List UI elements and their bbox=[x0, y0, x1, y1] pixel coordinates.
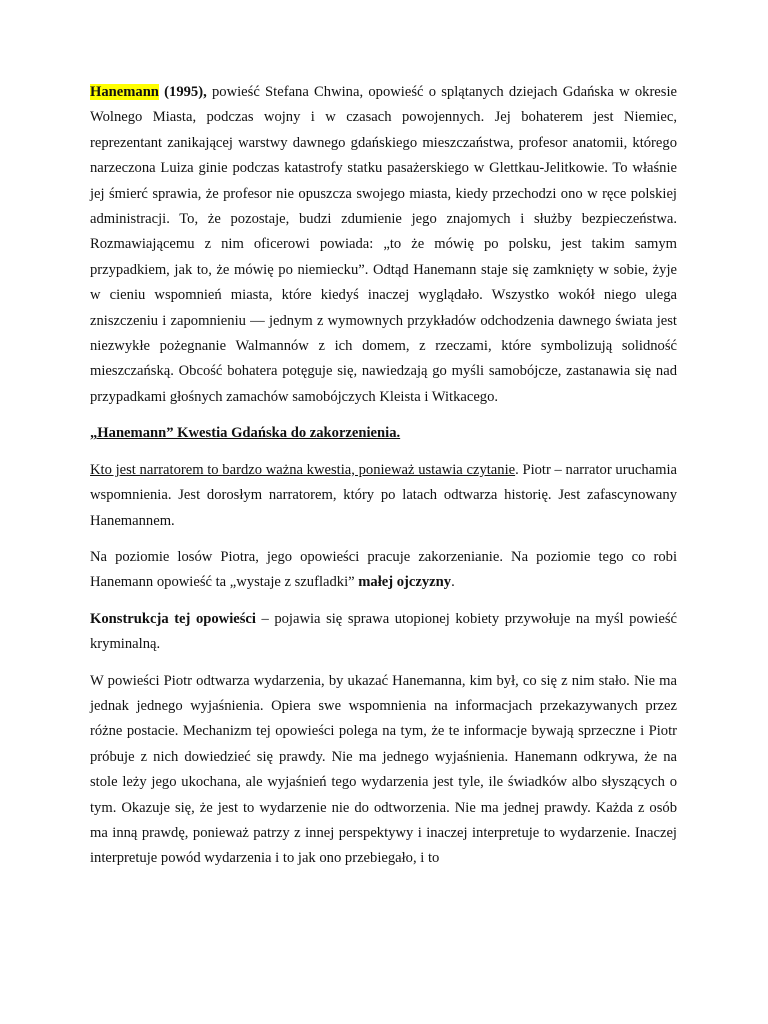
paragraph-construction bbox=[90, 607, 677, 658]
title-highlight: Hanemann bbox=[90, 84, 159, 100]
rooting-text: Na poziomie losów Piotra, jego opowieści pracuje zakorzenianie. Na poziomie tego co robi Hanemann opowieść ta „wystaje z szufladki” bbox=[90, 548, 677, 591]
rooting-bold: małej ojczyzny bbox=[358, 574, 452, 591]
paragraph-narrator bbox=[90, 458, 677, 534]
intro-text: powieść Stefana Chwina, opowieść o splątanych dziejach Gdańska w okresie Wolnego Miasta, podczas wojny i w czasach powojennych. Jej bohaterem jest Niemiec, reprezentant zanikającej warstwy dawnego gdańskiego mieszczaństwa, profesor anatomii, którego narzeczona Luiza ginie podczas katastrofy statku pasażerskiego w Glettkau-Jelitkowie. To właśnie jej śmierć sprawia, że profesor nie opuszcza swojego miasta, kiedy przechodzi ono w ręce polskiej administracji. To, że pozostaje, budzi zdumienie jego znajomych i służby bezpieczeństwa. Rozmawiającemu z nim oficerowi powiada: „to że mówię po polsku, jest takim samym przypadkiem, jak to, że mówię po niemiecku”. Odtąd Hanemann staje się zamknięty w sobie, żyje w cieniu wspomnień miasta, które kiedyś inaczej wyglądało. Wszystko wokół niego ulega zniszczeniu i zapomnieniu — jednym z wymownych przykładów odchodzenia dawnego świata jest niezwykłe pożegnanie Walmannów z ich domem, z rzeczami, które symbolizują solidność mieszczańską. Obcość bohatera potęguje się, nawiedzają go myśli samobójcze, zastanawia się nad przypadkami głośnych zamachów samobójczych Kleista i Witkacego. bbox=[90, 84, 677, 405]
narrator-underlined: Kto jest narratorem to bardzo ważna kwestia, ponieważ ustawia czytanie bbox=[90, 461, 516, 478]
narrator-text: . Piotr – narrator uruchamia wspomnienia. Jest dorosłym narratorem, który po latach odtwarza historię. Jest zafascynowany Hanemannem. bbox=[90, 461, 677, 529]
rooting-end: . bbox=[451, 574, 455, 591]
reconstruction-text: W powieści Piotr odtwarza wydarzenia, by ukazać Hanemanna, kim był, co się z nim stało. Nie ma jednak jednego wyjaśnienia. Opiera swe wspomnienia na informacjach przekazywanych przez różne postacie. Mechanizm tej opowieści polega na tym, że te informacje bywają sprzeczne i Piotr próbuje z nich dowiedzieć się prawdy. Nie ma jednego wyjaśnienia. Hanemann odkrywa, że na stole leży jego ukochana, ale wyjaśnień tego wydarzenia jest tyle, ile świadków albo słyszących o tym. Okazuje się, że jest to wydarzenie nie do odtworzenia. Nie ma jednej prawdy. Każda z osób ma inną prawdę, ponieważ patrzy z innej perspektywy i inaczej interpretuje to wydarzenie. Inaczej interpretuje powód wydarzenia i to jak ono przebiegało, i to bbox=[90, 672, 677, 867]
construction-text: – pojawia się sprawa utopionej kobiety przywołuje na myśl powieść kryminalną. bbox=[90, 610, 677, 653]
section-heading: „Hanemann” Kwestia Gdańska do zakorzenienia. bbox=[90, 425, 401, 442]
construction-bold: Konstrukcja tej opowieści bbox=[90, 610, 256, 627]
paragraph-intro bbox=[90, 80, 677, 410]
document-page bbox=[90, 80, 677, 872]
paragraph-reconstruction bbox=[90, 669, 677, 872]
paragraph-rooting bbox=[90, 545, 677, 596]
title-year: (1995), bbox=[158, 84, 207, 100]
